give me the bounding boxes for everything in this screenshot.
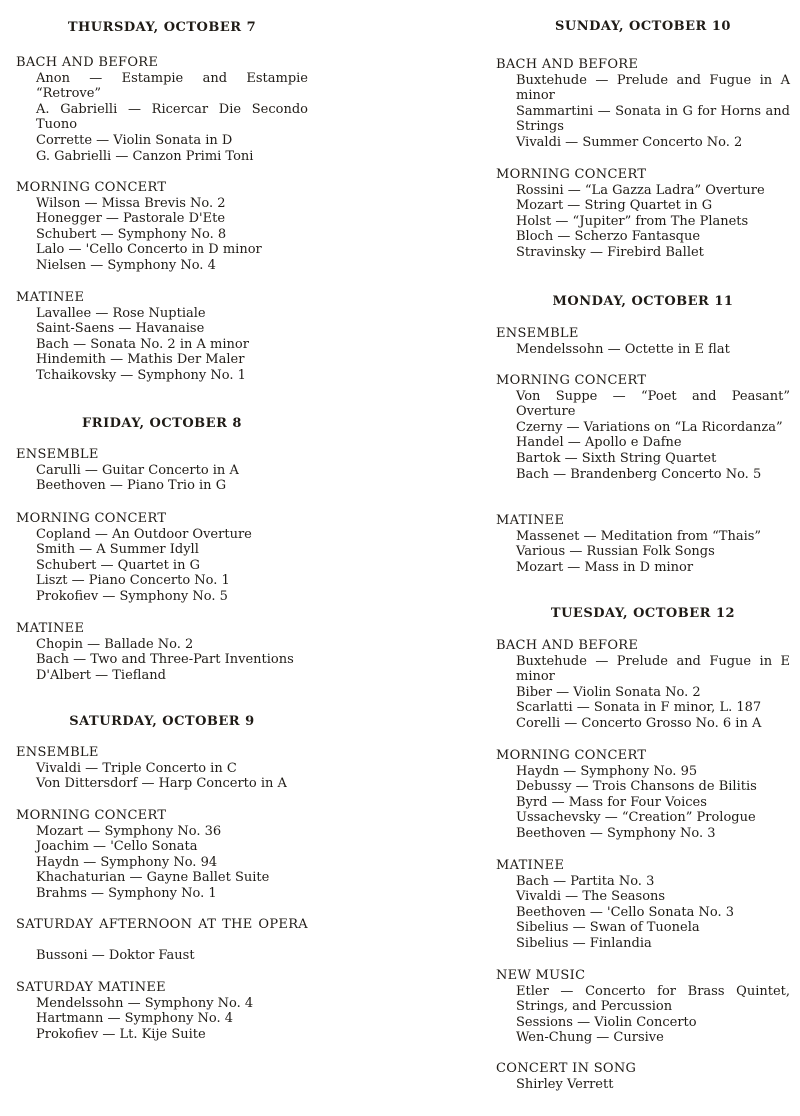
program-item: Nielsen — Symphony No. 4 (36, 257, 216, 273)
program-item: Handel — Apollo e Dafne (516, 435, 682, 451)
program-item: Joachim — 'Cello Sonata (36, 839, 198, 855)
program-item: Mozart — Symphony No. 36 (36, 823, 222, 839)
program-item: A. Gabrielli — Ricercar Die Secondo Tuono (36, 101, 308, 133)
section-matinee (496, 513, 790, 575)
program-item: Wilson — Missa Brevis No. 2 (36, 195, 226, 211)
program-item: Rossini — “La Gazza Ladra” Overture (516, 182, 765, 198)
program-item: Carulli — Guitar Concerto in A (36, 462, 239, 478)
day-sunday (496, 19, 790, 35)
section-bach-and-before (16, 55, 308, 164)
program-item: Buxtehude — Prelude and Fugue in E minor (516, 653, 790, 685)
day-friday (16, 416, 308, 432)
program-item: Bartok — Sixth String Quartet (516, 450, 717, 466)
section-title: ENSEMBLE (16, 447, 99, 462)
section-new-music (496, 968, 790, 1046)
program-item: Vivaldi — Triple Concerto in C (36, 760, 237, 776)
section-title: SATURDAY AFTERNOON AT THE OPERA (16, 917, 308, 932)
section-ensemble (496, 326, 790, 357)
section-saturday-matinee (16, 980, 308, 1042)
program-item: Vivaldi — The Seasons (516, 889, 666, 905)
section-morning-concert (496, 373, 790, 482)
section-title: MATINEE (496, 513, 565, 528)
program-item: Corelli — Concerto Grosso No. 6 in A (516, 715, 762, 731)
section-title: MATINEE (16, 290, 85, 305)
program-item: Haydn — Symphony No. 95 (516, 763, 698, 779)
section-title: MATINEE (496, 858, 565, 873)
program-item: Beethoven — Piano Trio in G (36, 478, 227, 494)
program-item: Ussachevsky — “Creation” Prologue (516, 810, 756, 826)
program-item: Byrd — Mass for Four Voices (516, 794, 707, 810)
program-item: Stravinsky — Firebird Ballet (516, 244, 704, 260)
section-matinee (496, 858, 790, 952)
program-item: Prokofiev — Lt. Kije Suite (36, 1026, 206, 1042)
program-item: Scarlatti — Sonata in F minor, L. 187 (516, 700, 762, 716)
program-item: Mozart — String Quartet in G (516, 198, 713, 214)
section-title: MORNING CONCERT (496, 167, 647, 182)
program-item: Smith — A Summer Idyll (36, 542, 199, 558)
program-item: Bussoni — Doktor Faust (36, 948, 195, 964)
section-title: BACH AND BEFORE (496, 638, 639, 653)
section-morning-concert (496, 167, 790, 261)
section-bach-and-before (496, 638, 790, 732)
program-item: Mendelssohn — Octette in E flat (516, 341, 730, 357)
section-title: MORNING CONCERT (16, 808, 167, 823)
program-item: Hindemith — Mathis Der Maler (36, 352, 245, 368)
program-item: Beethoven — Symphony No. 3 (516, 825, 716, 841)
program-item: Haydn — Symphony No. 94 (36, 854, 218, 870)
program-item: Mendelssohn — Symphony No. 4 (36, 995, 254, 1011)
section-bach-and-before (496, 57, 790, 151)
program-item: Khachaturian — Gayne Ballet Suite (36, 870, 270, 886)
day-heading: THURSDAY, OCTOBER 7 (67, 20, 257, 35)
section-morning-concert (496, 748, 790, 842)
program-item: Vivaldi — Summer Concerto No. 2 (516, 134, 743, 150)
program-item: Brahms — Symphony No. 1 (36, 885, 217, 901)
program-item: Sessions — Violin Concerto (516, 1014, 697, 1030)
section-title: MORNING CONCERT (16, 511, 167, 526)
day-tuesday (496, 606, 790, 622)
program-item: Von Suppe — “Poet and Peasant” Overture (516, 388, 790, 420)
program-item: Sibelius — Finlandia (516, 935, 652, 951)
program-item: Massenet — Meditation from “Thais” (516, 528, 762, 544)
section-title: MORNING CONCERT (496, 373, 647, 388)
program-item: Bach — Brandenberg Concerto No. 5 (516, 466, 762, 482)
program-item: Bach — Partita No. 3 (516, 873, 655, 889)
program-item: Lalo — 'Cello Concerto in D minor (36, 242, 262, 258)
program-item: Wen-Chung — Cursive (516, 1030, 664, 1046)
section-matinee (16, 290, 308, 384)
day-saturday (16, 714, 308, 730)
section-title: ENSEMBLE (16, 745, 99, 760)
program-item: Holst — “Jupiter” from The Planets (516, 213, 749, 229)
program-item: Beethoven — 'Cello Sonata No. 3 (516, 904, 734, 920)
day-heading: FRIDAY, OCTOBER 8 (82, 416, 242, 431)
program-item: Prokofiev — Symphony No. 5 (36, 588, 228, 604)
day-heading: SATURDAY, OCTOBER 9 (69, 714, 255, 729)
program-item: Hartmann — Symphony No. 4 (36, 1011, 234, 1027)
program-item: Saint-Saens — Havanaise (36, 321, 205, 337)
section-morning-concert (16, 180, 308, 274)
day-heading: SUNDAY, OCTOBER 10 (555, 19, 731, 34)
section-morning-concert (16, 808, 308, 902)
day-monday (496, 294, 790, 310)
section-title: MORNING CONCERT (496, 748, 647, 763)
program-item: Sammartini — Sonata in G for Horns and Strings (516, 103, 790, 135)
program-item: Czerny — Variations on “La Ricordanza” (516, 419, 783, 435)
program-item: Von Dittersdorf — Harp Concerto in A (36, 776, 287, 792)
day-heading: TUESDAY, OCTOBER 12 (550, 606, 736, 621)
section-concert-in-song (496, 1061, 790, 1092)
program-item: Biber — Violin Sonata No. 2 (516, 684, 701, 700)
program-item: Bach — Sonata No. 2 in A minor (36, 336, 249, 352)
day-heading: MONDAY, OCTOBER 11 (552, 294, 734, 309)
program-item: Shirley Verrett (516, 1076, 614, 1092)
program-item: Schubert — Symphony No. 8 (36, 226, 227, 242)
program-item: Chopin — Ballade No. 2 (36, 636, 194, 652)
program-item: Buxtehude — Prelude and Fugue in A minor (516, 72, 790, 104)
section-title: CONCERT IN SONG (496, 1061, 637, 1076)
program-item: Copland — An Outdoor Overture (36, 526, 252, 542)
program-item: G. Gabrielli — Canzon Primi Toni (36, 148, 254, 164)
program-item: Tchaikovsky — Symphony No. 1 (36, 367, 246, 383)
section-title: MORNING CONCERT (16, 180, 167, 195)
section-title: NEW MUSIC (496, 968, 586, 983)
program-item: Sibelius — Swan of Tuonela (516, 920, 700, 936)
program-item: Bloch — Scherzo Fantasque (516, 229, 701, 245)
program-item: Lavallee — Rose Nuptiale (36, 305, 206, 321)
program-item: D'Albert — Tiefland (36, 667, 166, 683)
section-ensemble (16, 745, 308, 792)
day-thursday (16, 20, 308, 36)
section-title: ENSEMBLE (496, 326, 579, 341)
program-item: Corrette — Violin Sonata in D (36, 132, 233, 148)
program-item: Mozart — Mass in D minor (516, 559, 694, 575)
program-item: Etler — Concerto for Brass Quintet, Strings, and Percussion (516, 983, 790, 1015)
section-saturday-afternoon-at-the-opera (16, 917, 308, 964)
section-title: SATURDAY MATINEE (16, 980, 166, 995)
section-title: MATINEE (16, 621, 85, 636)
section-ensemble (16, 447, 308, 494)
program-item: Bach — Two and Three-Part Inventions (36, 652, 294, 668)
program-item: Various — Russian Folk Songs (516, 544, 715, 560)
program-item: Honegger — Pastorale D'Ete (36, 211, 226, 227)
program-item: Liszt — Piano Concerto No. 1 (36, 573, 230, 589)
section-title: BACH AND BEFORE (496, 57, 639, 72)
program-item: Anon — Estampie and Estampie “Retrove” (36, 70, 308, 102)
program-item: Debussy — Trois Chansons de Bilitis (516, 779, 757, 795)
section-morning-concert (16, 511, 308, 605)
program-item: Schubert — Quartet in G (36, 557, 200, 573)
section-matinee (16, 621, 308, 683)
section-title: BACH AND BEFORE (16, 55, 159, 70)
